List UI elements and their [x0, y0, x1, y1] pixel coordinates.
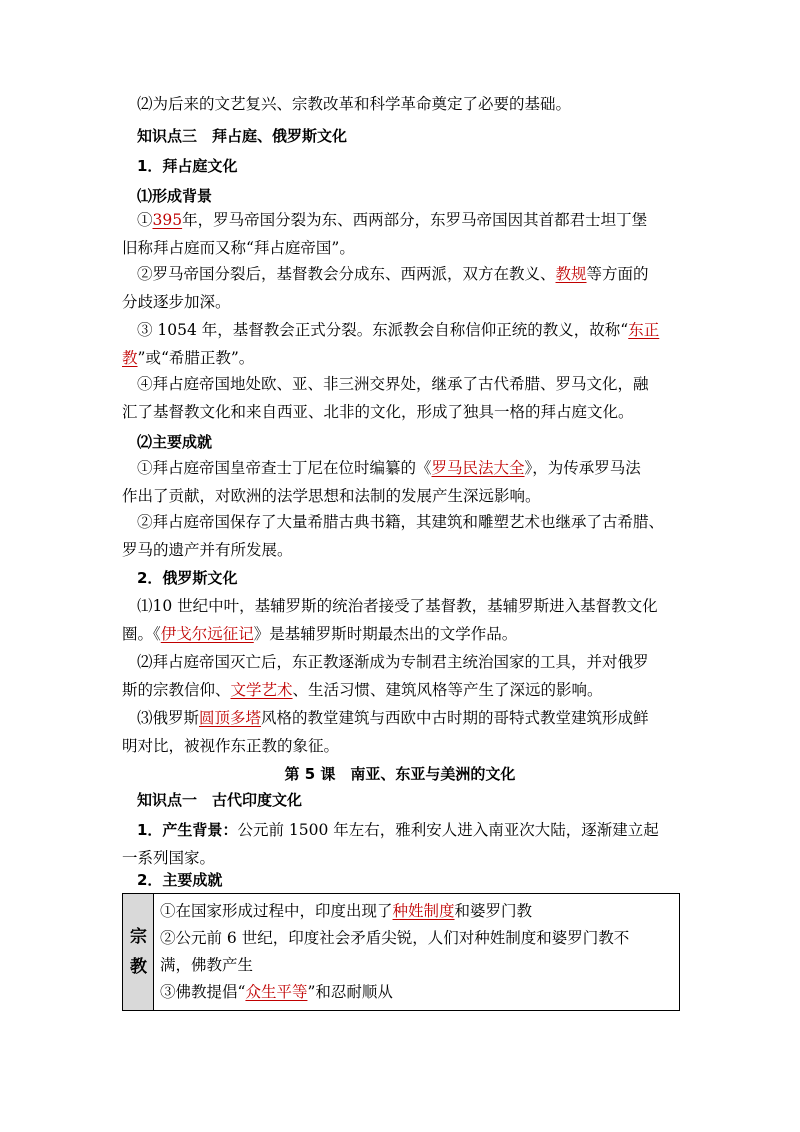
section-heading: 知识点一 古代印度文化 — [137, 791, 303, 809]
key-term: 众生平等 — [245, 983, 308, 1001]
table-cell-line — [160, 979, 673, 1006]
paragraph-line — [137, 260, 800, 288]
paragraph-line: 作出了贡献，对欧洲的法学思想和法制的发展产生深远影响。 — [122, 487, 541, 505]
text: ①拜占庭帝国皇帝查士丁尼在位时编纂的《 — [137, 459, 432, 477]
text: ① — [137, 211, 153, 229]
text: ①在国家形成过程中，印度出现了 — [160, 902, 393, 920]
subsection-heading: ⑴形成背景 — [137, 187, 213, 205]
paragraph-line: 罗马的遗产并有所发展。 — [122, 541, 293, 559]
text: 风格的教堂建筑与西欧中古时期的哥特式教堂建筑形成鲜 — [261, 709, 649, 727]
text: ③ 1054 年，基督教会正式分裂。东派教会自称信仰正统的教义，故称“ — [137, 321, 629, 339]
subsection-heading: ⑵主要成就 — [137, 433, 213, 451]
paragraph-line — [137, 316, 800, 344]
text: 、生活习惯、建筑风格等产生了深远的影响。 — [292, 681, 603, 699]
text: 年，罗马帝国分裂为东、西两部分，东罗马帝国因其首都君士坦丁堡 — [182, 211, 648, 229]
text: 等方面的 — [586, 265, 649, 283]
inline-label: 1．产生背景： — [137, 821, 238, 839]
text: ”和忍耐顺从 — [307, 983, 393, 1001]
paragraph-line: 分歧逐步加深。 — [122, 293, 231, 311]
table-cell-line: 满，佛教产生 — [160, 956, 254, 974]
lesson-title: 第 5 课 南亚、东亚与美洲的文化 — [284, 765, 516, 783]
paragraph-line — [122, 676, 800, 704]
key-term: 罗马民法大全 — [431, 459, 525, 477]
text: 斯的宗教信仰、 — [122, 681, 231, 699]
text: 》是基辅罗斯时期最杰出的文学作品。 — [253, 625, 518, 643]
section-heading: 知识点三 拜占庭、俄罗斯文化 — [137, 127, 348, 145]
table-cell — [154, 894, 680, 1011]
table-cell-line: ②公元前 6 世纪，印度社会矛盾尖锐，人们对种姓制度和婆罗门教不 — [160, 929, 630, 947]
table-cell-line — [160, 898, 673, 925]
paragraph-line — [122, 620, 800, 648]
text: ②罗马帝国分裂后，基督教会分成东、西两派，双方在教义、 — [137, 265, 556, 283]
key-term: 圆顶多塔 — [199, 709, 262, 727]
paragraph-line — [137, 816, 800, 844]
paragraph-line — [137, 454, 800, 482]
text: ③佛教提倡“ — [160, 983, 246, 1001]
text: 圈。《 — [122, 625, 161, 643]
key-term: 东正 — [628, 321, 660, 339]
paragraph-line: ⑵拜占庭帝国灭亡后，东正教逐渐成为专制君主统治国家的工具，并对俄罗 — [137, 653, 649, 671]
paragraph-line: 旧称拜占庭而又称“拜占庭帝国”。 — [122, 239, 355, 257]
table-header-text: 宗教 — [130, 927, 147, 977]
key-term: 伊戈尔远征记 — [160, 625, 254, 643]
key-term: 教 — [122, 349, 138, 367]
paragraph-line: ②拜占庭帝国保存了大量希腊古典书籍，其建筑和雕塑艺术也继承了古希腊、 — [137, 513, 665, 531]
key-term: 种姓制度 — [392, 902, 455, 920]
paragraph-line — [122, 344, 800, 372]
paragraph-line: ⑴10 世纪中叶，基辅罗斯的统治者接受了基督教，基辅罗斯进入基督教文化 — [137, 597, 658, 615]
paragraph-line — [137, 206, 800, 234]
table-row-header — [123, 894, 154, 1011]
subsection-heading: 1．拜占庭文化 — [137, 157, 238, 175]
text: 和婆罗门教 — [454, 902, 533, 920]
key-term: 395 — [152, 211, 183, 229]
text: 公元前 1500 年左右，雅利安人进入南亚次大陆，逐渐建立起 — [237, 821, 659, 839]
subsection-heading: 2．俄罗斯文化 — [137, 569, 238, 587]
paragraph-line: ④拜占庭帝国地处欧、亚、非三洲交界处，继承了古代希腊、罗马文化，融 — [137, 375, 649, 393]
text: ”或“希腊正教”。 — [137, 349, 255, 367]
achievements-table — [122, 893, 680, 1011]
text: ⑶俄罗斯 — [137, 709, 200, 727]
key-term: 文学艺术 — [230, 681, 293, 699]
paragraph-line: 汇了基督教文化和来自西亚、北非的文化，形成了独具一格的拜占庭文化。 — [122, 403, 634, 421]
paragraph-line: ⑵为后来的文艺复兴、宗教改革和科学革命奠定了必要的基础。 — [137, 95, 572, 113]
subsection-heading: 2．主要成就 — [137, 871, 223, 889]
paragraph-line — [137, 704, 800, 732]
key-term: 教规 — [555, 265, 587, 283]
paragraph-line: 一系列国家。 — [122, 849, 216, 867]
paragraph-line: 明对比，被视作东正教的象征。 — [122, 737, 340, 755]
text: 》，为传承罗马法 — [524, 459, 641, 477]
